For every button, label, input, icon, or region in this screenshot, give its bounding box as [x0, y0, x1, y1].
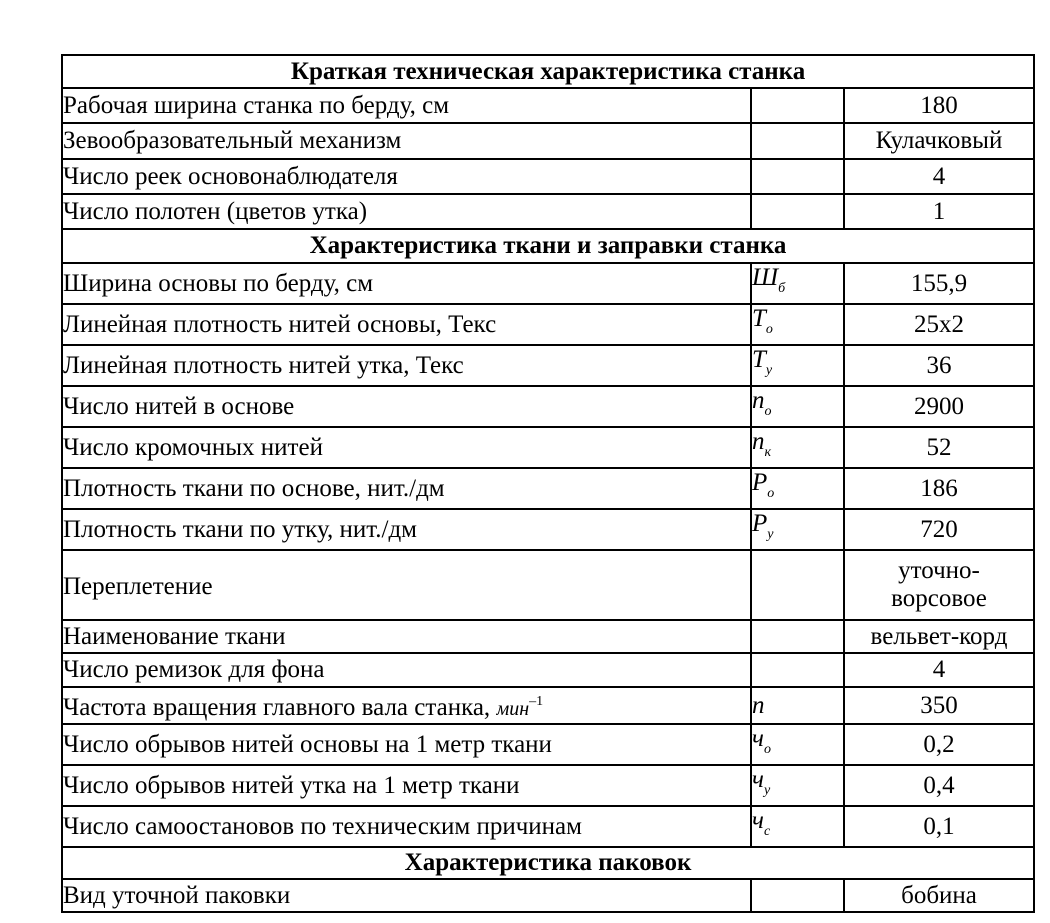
param-name: Число ремизок для фона [62, 653, 751, 687]
param-value: 720 [844, 509, 1034, 550]
section-header-row [62, 55, 1034, 88]
spec-table [61, 54, 1035, 913]
param-value: 25x2 [844, 304, 1034, 345]
param-symbol [751, 509, 844, 550]
table-row [62, 468, 1034, 509]
table-row [62, 123, 1034, 159]
symbol-subscript: к [764, 445, 772, 460]
table-row [62, 263, 1034, 304]
param-name: Число кромочных нитей [62, 427, 751, 468]
param-name: Вид уточной паковки [62, 879, 751, 912]
param-value: 0,2 [844, 724, 1034, 765]
param-name: Число нитей в основе [62, 386, 751, 427]
symbol-subscript: б [778, 281, 786, 296]
param-value: 1 [844, 194, 1034, 229]
section-header-row [62, 229, 1034, 263]
table-row [62, 653, 1034, 687]
param-value: бобина [844, 879, 1034, 912]
symbol-subscript: о [765, 322, 773, 337]
symbol-letter: Ш [752, 264, 779, 291]
param-name: Число самоостановов по техническим причинам [62, 806, 751, 847]
param-symbol [751, 468, 844, 509]
table-row [62, 687, 1034, 724]
param-symbol [751, 724, 844, 765]
param-value: 36 [844, 345, 1034, 386]
param-value: 180 [844, 88, 1034, 123]
param-symbol [751, 159, 844, 194]
param-name: Число обрывов нитей основы на 1 метр ткани [62, 724, 751, 765]
section-header-row [62, 847, 1034, 879]
param-value: 4 [844, 653, 1034, 687]
param-name: Ширина основы по берду, см [62, 263, 751, 304]
param-symbol [751, 345, 844, 386]
symbol-letter: Р [752, 510, 768, 537]
param-symbol [751, 879, 844, 912]
symbol-letter: ч [752, 807, 764, 834]
table-row [62, 386, 1034, 427]
symbol-letter: Т [752, 346, 766, 373]
param-value: 0,4 [844, 765, 1034, 806]
table-row [62, 427, 1034, 468]
table-row [62, 765, 1034, 806]
unit-superscript: –1 [529, 694, 544, 709]
param-name: Плотность ткани по утку, нит./дм [62, 509, 751, 550]
symbol-letter: Т [752, 305, 766, 332]
table-row [62, 345, 1034, 386]
symbol-letter: Р [752, 469, 768, 496]
param-name-text: Частота вращения главного вала станка, [63, 694, 491, 721]
table-row [62, 304, 1034, 345]
symbol-subscript: с [763, 824, 771, 839]
table-row [62, 194, 1034, 229]
param-value: 52 [844, 427, 1034, 468]
param-symbol [751, 88, 844, 123]
param-value: 2900 [844, 386, 1034, 427]
symbol-letter: n [752, 428, 765, 455]
table-row [62, 724, 1034, 765]
symbol-subscript: о [764, 404, 772, 419]
symbol-letter: n [752, 387, 765, 414]
section-title-fabric: Характеристика ткани и заправки станка [62, 229, 1034, 263]
param-value: 4 [844, 159, 1034, 194]
symbol-letter: n [752, 691, 765, 719]
table-row [62, 879, 1034, 912]
symbol-subscript: о [767, 486, 775, 501]
param-name: Зевообразовательный механизм [62, 123, 751, 159]
param-value: 186 [844, 468, 1034, 509]
table-row [62, 88, 1034, 123]
param-symbol [751, 653, 844, 687]
param-symbol [751, 194, 844, 229]
param-name: Линейная плотность нитей утка, Текс [62, 345, 751, 386]
param-value: 350 [844, 687, 1034, 724]
param-symbol [751, 123, 844, 159]
param-symbol [751, 765, 844, 806]
param-name [62, 687, 751, 724]
param-name: Число обрывов нитей утка на 1 метр ткани [62, 765, 751, 806]
param-name: Наименование ткани [62, 620, 751, 653]
param-symbol [751, 263, 844, 304]
param-value: 155,9 [844, 263, 1034, 304]
param-symbol [751, 806, 844, 847]
param-symbol [751, 687, 844, 724]
section-title-machine: Краткая техническая характеристика станка [62, 55, 1034, 88]
table-row [62, 620, 1034, 653]
symbol-subscript: у [763, 783, 771, 798]
value-line: уточно- [898, 557, 980, 584]
symbol-subscript: у [767, 527, 774, 542]
param-name: Число реек основонаблюдателя [62, 159, 751, 194]
table-row [62, 159, 1034, 194]
param-symbol [751, 304, 844, 345]
param-name: Переплетение [62, 550, 751, 620]
table-row [62, 550, 1034, 620]
param-symbol [751, 386, 844, 427]
param-name: Линейная плотность нитей основы, Текс [62, 304, 751, 345]
param-value: вельвет-корд [844, 620, 1034, 653]
table-row [62, 509, 1034, 550]
symbol-subscript: о [763, 742, 771, 757]
param-name: Число полотен (цветов утка) [62, 194, 751, 229]
symbol-letter: ч [752, 725, 764, 752]
param-symbol [751, 427, 844, 468]
symbol-subscript: у [765, 363, 773, 378]
table-row [62, 806, 1034, 847]
symbol-letter: ч [752, 766, 764, 793]
param-value [844, 550, 1034, 620]
section-title-packages: Характеристика паковок [62, 847, 1034, 879]
unit-text: мин [496, 698, 530, 720]
param-symbol [751, 550, 844, 620]
param-value: Кулачковый [844, 123, 1034, 159]
param-symbol [751, 620, 844, 653]
param-name: Плотность ткани по основе, нит./дм [62, 468, 751, 509]
param-value: 0,1 [844, 806, 1034, 847]
value-line: ворсовое [891, 585, 987, 612]
param-name: Рабочая ширина станка по берду, см [62, 88, 751, 123]
